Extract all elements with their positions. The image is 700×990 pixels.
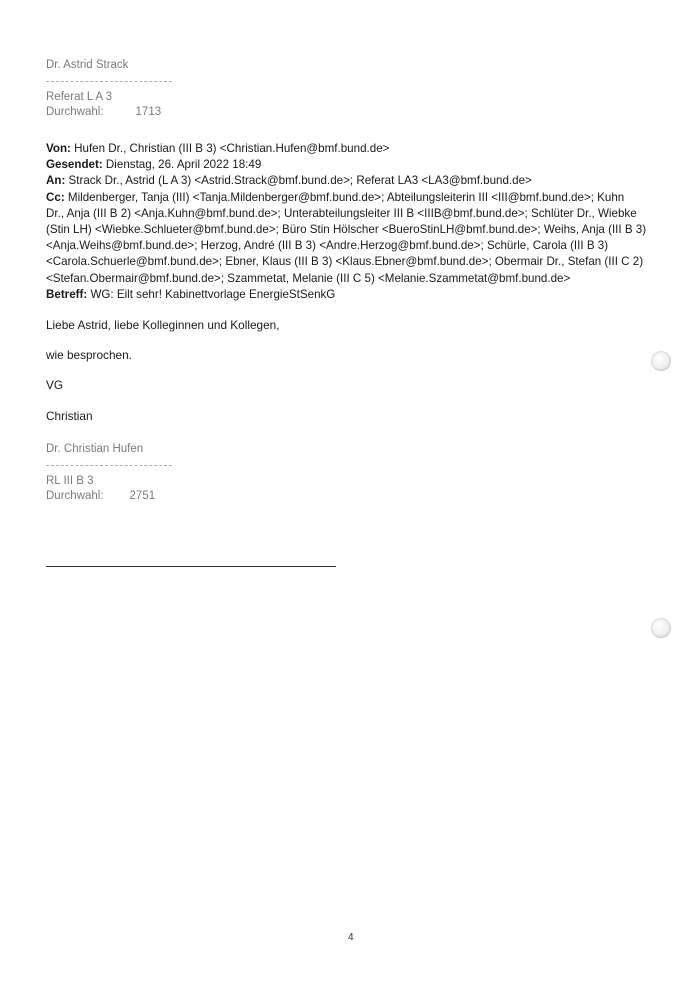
quoted-message-divider [46,566,336,567]
from-label: Von: [46,142,71,155]
subject-row [46,287,656,303]
extension-label: Durchwahl: [46,490,104,502]
cc-line: (Stin LH) <Wiebke.Schlueter@bmf.bund.de>; Büro Stin Hölscher <BueroStinLH@bmf.bund.de>; Weihs, Anja (III B 3) [46,223,647,237]
to-value: Strack Dr., Astrid (L A 3) <Astrid.Strack@bmf.bund.de>; Referat LA3 <LA3@bmf.bund.de> [65,174,532,188]
body-greeting: Liebe Astrid, liebe Kolleginnen und Kollegen, [46,318,280,332]
body-sender-name: Christian [46,409,93,423]
signature-separator [46,465,172,466]
punch-hole-icon [651,618,671,638]
sent-row [46,157,656,173]
cc-label: Cc: [46,190,65,204]
from-value: Hufen Dr., Christian (III B 3) <Christian.Hufen@bmf.bund.de> [70,142,390,155]
extension-value: 2751 [129,490,156,502]
cc-line: Dr., Anja (III B 2) <Anja.Kuhn@bmf.bund.de>; Unterabteilungsleiter III B <IIIB@bmf.bund.de>; Schlüter Dr., Wiebke [46,206,637,220]
cc-line: <Carola.Schuerle@bmf.bund.de>; Ebner, Klaus (III B 3) <Klaus.Ebner@bmf.bund.de>; Obermair Dr., Stefan (III C 2) [46,255,644,269]
to-row [46,173,656,189]
punch-hole-icon [651,351,671,371]
email-header [46,141,656,303]
from-row [46,141,656,157]
author-signature-unit: RL III B 3 [46,475,94,487]
cc-row [46,190,656,206]
signature-separator [46,81,172,82]
sent-label: Gesendet: [46,158,103,172]
subject-label: Betreff: [46,287,88,301]
extension-label: Durchwahl: [46,106,104,118]
sender-signature-unit: Referat L A 3 [46,91,113,103]
body-closing: VG [46,378,64,392]
to-label: An: [46,174,66,188]
author-signature-extension [46,489,155,504]
sender-signature-name: Dr. Astrid Strack [46,59,129,71]
cc-line: Mildenberger, Tanja (III) <Tanja.Mildenberger@bmf.bund.de>; Abteilungsleiterin III <III@bmf.bund.de>; Kuhn [64,190,625,204]
extension-value: 1713 [135,106,162,118]
sender-signature-extension [46,105,161,120]
author-signature-name: Dr. Christian Hufen [46,443,144,455]
subject-value: WG: Eilt sehr! Kabinettvorlage EnergieStSenkG [87,287,336,301]
sent-value: Dienstag, 26. April 2022 18:49 [102,158,262,172]
cc-line: <Stefan.Obermair@bmf.bund.de>; Szammetat, Melanie (III C 5) <Melanie.Szammetat@bmf.bund.de> [46,271,571,285]
body-line: wie besprochen. [46,348,132,362]
page-number: 4 [348,932,354,943]
cc-line: <Anja.Weihs@bmf.bund.de>; Herzog, André (III B 3) <Andre.Herzog@bmf.bund.de>; Schürle, Carola (III B 3) [46,239,609,253]
